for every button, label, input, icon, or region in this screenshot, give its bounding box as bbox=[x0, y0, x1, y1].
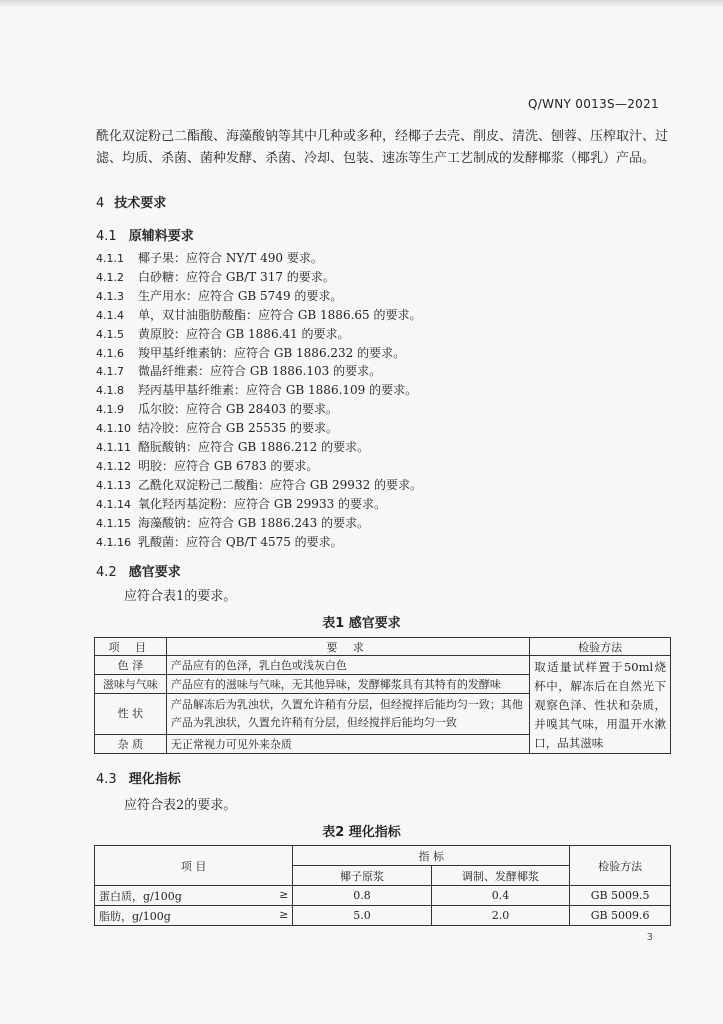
table-header-cell: 要 求 bbox=[166, 638, 529, 656]
section-4-2-note: 应符合表1的要求。 bbox=[124, 589, 237, 604]
section-4-3-heading bbox=[96, 768, 181, 787]
section-title: 理化指标 bbox=[128, 772, 181, 787]
list-item bbox=[96, 268, 335, 286]
item-text: 乳酸菌：应符合 QB/T 4575 的要求。 bbox=[138, 534, 343, 549]
list-item bbox=[96, 344, 405, 362]
table-subheader-cell: 调制、发酵椰浆 bbox=[431, 866, 569, 886]
list-item bbox=[96, 306, 421, 324]
item-number: 4.1.8 bbox=[96, 384, 124, 398]
sensory-requirements-table bbox=[94, 637, 671, 754]
section-number: 4 bbox=[96, 196, 105, 211]
table-header-cell: 项 目 bbox=[95, 638, 167, 656]
intro-paragraph: 酰化双淀粉己二酯酸、海藻酸钠等其中几种或多种，经椰子去壳、削皮、清洗、刨蓉、压榨取汁、过滤、均质、杀菌、菌种发酵、杀菌、冷却、包装、速冻等生产工艺制成的发酵椰浆（椰乳）产品。 bbox=[96, 129, 669, 166]
list-item bbox=[96, 419, 338, 437]
table-cell: 0.8 bbox=[293, 886, 431, 906]
table-header-cell: 指 标 bbox=[293, 846, 570, 866]
section-4-1-heading bbox=[96, 225, 194, 244]
section-4-3-note: 应符合表2的要求。 bbox=[124, 798, 237, 813]
item-text: 瓜尔胶：应符合 GB 28403 的要求。 bbox=[138, 402, 339, 417]
item-text: 白砂糖：应符合 GB/T 317 的要求。 bbox=[138, 269, 335, 284]
item-number: 4.1.10 bbox=[96, 422, 131, 436]
item-text: 微晶纤维素：应符合 GB 1886.103 的要求。 bbox=[138, 364, 382, 379]
table-row bbox=[95, 886, 671, 906]
item-number: 4.1.13 bbox=[96, 478, 131, 492]
item-number: 4.1.9 bbox=[96, 403, 124, 417]
section-title: 技术要求 bbox=[114, 196, 167, 211]
table-header-cell: 检验方法 bbox=[570, 846, 671, 886]
operator: ≥ bbox=[279, 907, 289, 921]
item-text: 生产用水：应符合 GB 5749 的要求。 bbox=[138, 288, 343, 303]
item-number: 4.1.3 bbox=[96, 289, 124, 303]
list-item bbox=[96, 362, 381, 380]
table-row bbox=[95, 906, 671, 926]
operator: ≥ bbox=[279, 887, 289, 901]
table-cell: 色 泽 bbox=[95, 656, 167, 675]
table-cell: GB 5009.6 bbox=[570, 906, 671, 926]
item-label: 蛋白质，g/100g bbox=[99, 889, 182, 903]
section-title: 原辅料要求 bbox=[128, 229, 194, 244]
table-cell: GB 5009.5 bbox=[570, 886, 671, 906]
scan-edge-shadow bbox=[0, 0, 723, 8]
list-item bbox=[96, 533, 343, 551]
table-header-cell: 检验方法 bbox=[530, 638, 671, 656]
page-number: 3 bbox=[646, 932, 653, 943]
section-4-2-heading bbox=[96, 561, 181, 580]
item-text: 酪朊酸钠：应符合 GB 1886.212 的要求。 bbox=[138, 440, 370, 454]
item-label: 脂肪，g/100g bbox=[99, 909, 171, 923]
item-number: 4.1.14 bbox=[96, 497, 131, 511]
item-number: 4.1.11 bbox=[96, 441, 131, 454]
table-cell: 产品应有的色泽，乳白色或浅灰白色 bbox=[166, 656, 529, 675]
item-text: 氧化羟丙基淀粉：应符合 GB 29933 的要求。 bbox=[138, 496, 387, 511]
list-item bbox=[96, 325, 349, 343]
list-item bbox=[96, 400, 338, 418]
table-cell: 杂 质 bbox=[95, 735, 167, 754]
item-number: 4.1.4 bbox=[96, 308, 124, 322]
list-item bbox=[96, 287, 342, 305]
table-cell: 性 状 bbox=[95, 694, 167, 735]
item-number: 4.1.5 bbox=[96, 327, 124, 341]
item-text: 椰子果：应符合 NY/T 490 要求。 bbox=[138, 251, 323, 265]
list-item bbox=[96, 438, 369, 456]
item-number: 4.1.1 bbox=[96, 252, 124, 265]
table2-caption: 表2 理化指标 bbox=[322, 825, 401, 840]
table-cell bbox=[95, 906, 293, 926]
item-number: 4.1.6 bbox=[96, 346, 124, 360]
section-number: 4.2 bbox=[96, 565, 117, 580]
item-text: 羧甲基纤维素钠：应符合 GB 1886.232 的要求。 bbox=[138, 345, 406, 360]
item-text: 明胶：应符合 GB 6783 的要求。 bbox=[138, 458, 319, 473]
section-title: 感官要求 bbox=[128, 565, 181, 580]
table-cell-method: 取适量试样置于50ml烧杯中，解冻后在自然光下观察色泽、性状和杂质，并嗅其气味，用温开水漱口，品其滋味 bbox=[530, 656, 671, 754]
document-number: Q/WNY 0013S—2021 bbox=[528, 97, 659, 111]
list-item bbox=[96, 381, 417, 399]
table-cell bbox=[95, 886, 293, 906]
item-text: 黄原胶：应符合 GB 1886.41 的要求。 bbox=[138, 326, 350, 341]
table-cell: 产品应有的滋味与气味，无其他异味，发酵椰浆具有其特有的发酵味 bbox=[166, 675, 529, 694]
physicochemical-table bbox=[94, 845, 671, 926]
item-number: 4.1.16 bbox=[96, 535, 131, 549]
item-text: 乙酰化双淀粉己二酸酯：应符合 GB 29932 的要求。 bbox=[138, 477, 423, 492]
section-4-heading bbox=[96, 192, 166, 211]
table-cell: 5.0 bbox=[293, 906, 431, 926]
item-text: 结冷胶：应符合 GB 25535 的要求。 bbox=[138, 421, 339, 436]
table-subheader-cell: 椰子原浆 bbox=[293, 866, 431, 886]
table-cell: 0.4 bbox=[431, 886, 569, 906]
list-item bbox=[96, 476, 422, 494]
table-header-cell: 项 目 bbox=[95, 846, 293, 886]
list-item bbox=[96, 495, 386, 513]
list-item bbox=[96, 249, 323, 267]
item-text: 羟丙基甲基纤维素：应符合 GB 1886.109 的要求。 bbox=[138, 383, 418, 398]
item-number: 4.1.2 bbox=[96, 270, 124, 284]
table-cell: 2.0 bbox=[431, 906, 569, 926]
table-cell: 产品解冻后为乳浊状，久置允许稍有分层，但经搅拌后能均匀一致；其他产品为乳浊状，久置允许稍有分层，但经搅拌后能均匀一致 bbox=[166, 694, 529, 735]
list-item bbox=[96, 514, 369, 532]
item-number: 4.1.12 bbox=[96, 459, 131, 473]
item-number: 4.1.15 bbox=[96, 516, 131, 530]
section-number: 4.1 bbox=[96, 229, 117, 244]
list-item bbox=[96, 457, 318, 475]
table1-caption: 表1 感官要求 bbox=[322, 616, 401, 631]
table-cell: 无正常视力可见外来杂质 bbox=[166, 735, 529, 754]
table-cell: 滋味与气味 bbox=[95, 675, 167, 694]
item-text: 单，双甘油脂肪酸酯：应符合 GB 1886.65 的要求。 bbox=[138, 307, 422, 322]
item-text: 海藻酸钠：应符合 GB 1886.243 的要求。 bbox=[138, 515, 370, 530]
item-number: 4.1.7 bbox=[96, 365, 124, 379]
section-number: 4.3 bbox=[96, 772, 117, 787]
